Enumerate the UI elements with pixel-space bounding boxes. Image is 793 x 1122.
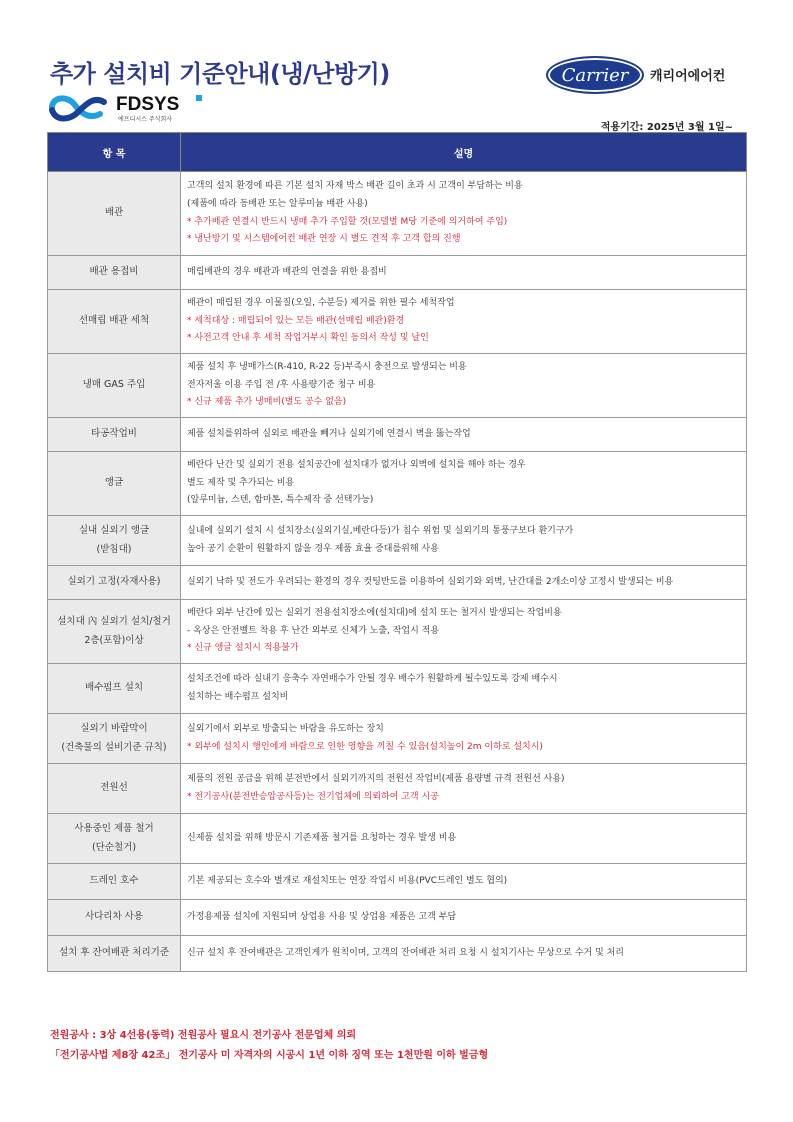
row-item-cell — [48, 452, 181, 516]
row-item-cell — [48, 600, 181, 664]
table-row — [48, 566, 747, 600]
description-note-line: * 세척대상 : 매립되어 있는 모든 배관(선매립 배관)환경 — [187, 315, 405, 326]
row-item-label: 배관 — [104, 207, 124, 219]
row-description-cell — [181, 764, 747, 814]
footer-note: 「전기공사법 제8장 42조」 전기공사 미 자격자의 시공시 1년 이하 징역 또는 1천만원 이하 벌금형 — [50, 1050, 489, 1061]
table-row — [48, 714, 747, 764]
row-description-cell — [181, 354, 747, 418]
row-item-label: 전원선 — [100, 782, 128, 794]
description-line: 베란다 난간 및 실외기 전용 설치공간에 설치대가 없거나 외벽에 설치를 해야 하는 경우 — [187, 460, 526, 471]
description-line: 제품의 전원 공급을 위해 분전반에서 실외기까지의 전원선 작업비(제품 용량별 규격 전원선 사용) — [187, 773, 565, 784]
description-line: 매립배관의 경우 배관과 배관의 연결을 위한 용접비 — [187, 266, 387, 277]
table-row — [48, 864, 747, 900]
row-item-label: 배관 용접비 — [89, 266, 139, 278]
description-note-line: * 사전고객 안내 후 세척 작업거부시 확인 동의서 작성 및 날인 — [187, 333, 429, 344]
row-item-label: 배수펌프 설치 — [84, 682, 144, 694]
row-item-cell — [48, 290, 181, 354]
description-note-line: * 외부에 설치시 행인에게 바람으로 인한 영향을 끼칠 수 있음(설치높이 2m 이하로 설치시) — [187, 741, 543, 752]
table-row — [48, 516, 747, 566]
row-item-cell — [48, 566, 181, 600]
description-line: 베란다 외부 난간에 있는 실외기 전용설치장소에(설치대)에 설치 또는 철거시 발생되는 작업비용 — [187, 608, 562, 619]
description-note-line: * 냉난방기 및 시스템에어컨 배관 연장 시 별도 견적 후 고객 합의 진행 — [187, 234, 461, 245]
table-row — [48, 256, 747, 290]
row-description-cell — [181, 936, 747, 972]
description-line: 설치하는 배수펌프 설치비 — [187, 691, 289, 702]
row-item-cell — [48, 664, 181, 714]
row-description-cell — [181, 900, 747, 936]
table-row — [48, 664, 747, 714]
row-description-cell — [181, 566, 747, 600]
description-line: 실내에 실외기 설치 시 설치장소(실외기실,베란다등)가 침수 위험 및 실외기의 통풍구보다 환기구가 — [187, 525, 574, 536]
row-item-label: (단순철거) — [91, 841, 137, 853]
table-row — [48, 452, 747, 516]
row-description-cell — [181, 290, 747, 354]
carrier-wordmark: Carrier — [546, 56, 644, 94]
description-line: 배관이 매립된 경우 이물질(오일, 수분등) 제거를 위한 필수 세척작업 — [187, 298, 455, 309]
description-line: 신제품 설치를 위해 방문시 기존제품 철거를 요청하는 경우 발생 비용 — [187, 832, 457, 843]
table-header-row — [48, 133, 747, 172]
row-description-cell — [181, 714, 747, 764]
row-item-label: 실내 실외기 앵글 — [78, 525, 150, 537]
description-line: 신규 설치 후 잔여배관은 고객인게가 원칙이며, 고객의 잔여배관 처리 요청 시 설치기사는 무상으로 수거 및 처리 — [187, 947, 625, 958]
row-item-label: 냉매 GAS 주입 — [82, 379, 146, 391]
table-row — [48, 600, 747, 664]
row-item-cell — [48, 814, 181, 864]
effective-period: 적용기간: 2025년 3월 1일~ — [600, 122, 733, 133]
description-line: 제품 설치를위하여 실외로 배관을 빼거나 실외기에 연결시 벽을 뚫는작업 — [187, 428, 471, 439]
row-item-label: (받침대) — [96, 543, 132, 555]
row-description-cell — [181, 452, 747, 516]
table-row — [48, 764, 747, 814]
row-item-cell — [48, 714, 181, 764]
row-item-label: 타공작업비 — [91, 428, 137, 440]
row-item-label: 실외기 고정(자재사용) — [67, 576, 161, 588]
row-description-cell — [181, 516, 747, 566]
footer-note: 전원공사 : 3상 4선용(동력) 전원공사 필요시 전기공사 전문업체 의뢰 — [50, 1030, 357, 1041]
row-description-cell — [181, 864, 747, 900]
description-note-line: * 추가배관 연결시 반드시 냉매 추가 주입할 것(모델별 M당 기준에 의거하여 주입) — [187, 216, 508, 227]
row-item-cell — [48, 418, 181, 452]
row-item-label: 선매립 배관 세척 — [78, 315, 150, 327]
description-line: 전자저울 이용 주입 전 /후 사용량기준 청구 비용 — [187, 379, 376, 390]
row-item-cell — [48, 864, 181, 900]
column-header-description: 설명 — [181, 133, 747, 172]
row-description-cell — [181, 664, 747, 714]
table-row — [48, 354, 747, 418]
table-row — [48, 936, 747, 972]
description-line: - 옥상은 안전벨트 착용 후 난간 외부로 신체가 노출, 작업시 적용 — [187, 625, 440, 636]
description-line: 높아 공기 순환이 원활하지 않을 경우 제품 효율 증대를위해 사용 — [187, 543, 439, 554]
row-description-cell — [181, 814, 747, 864]
description-line: 기본 제공되는 호수와 별개로 재설치또는 연장 작업시 비용(PVC드레인 별도 협의) — [187, 875, 508, 886]
row-item-label: 설치 후 잔여배관 처리기준 — [58, 947, 169, 959]
row-item-cell — [48, 936, 181, 972]
table-row — [48, 814, 747, 864]
row-item-cell — [48, 516, 181, 566]
description-line: (알루미늄, 스텐, 함마톤, 특수제작 중 선택가능) — [187, 495, 374, 506]
row-item-label: 드레인 호수 — [89, 875, 139, 887]
description-line: 고객의 설치 환경에 따른 기본 설치 자재 박스 배관 길이 초과 시 고객이 부담하는 비용 — [187, 181, 523, 192]
table-row — [48, 172, 747, 256]
row-description-cell — [181, 256, 747, 290]
row-item-cell — [48, 256, 181, 290]
row-item-label: 사다리차 사용 — [84, 911, 144, 923]
row-item-label: (건축물의 설비기준 규칙) — [61, 741, 167, 753]
fdsys-wordmark: FDSYS — [116, 94, 180, 115]
description-note-line: * 신규 앵글 설치시 적용불가 — [187, 643, 299, 654]
row-description-cell — [181, 418, 747, 452]
carrier-korean-name: 캐리어에어컨 — [650, 69, 726, 84]
description-note-line: * 전기공사(분전반승압공사등)는 전기업체에 의뢰하여 고객 시공 — [187, 791, 439, 802]
row-item-label: 설치대 內 실외기 설치/철거 — [57, 616, 171, 628]
description-line: 가정용제품 설치에 지원되며 상업용 사용 및 상업용 제품은 고객 부담 — [187, 911, 457, 922]
table-body — [48, 172, 747, 972]
fdsys-subtitle: 에프디시스 주식회사 — [118, 116, 173, 123]
row-item-label: 앵글 — [104, 477, 124, 489]
description-line: 제품 설치 후 냉매가스(R-410, R-22 등)부족시 충전으로 발생되는 비용 — [187, 362, 467, 373]
row-description-cell — [181, 172, 747, 256]
row-description-cell — [181, 600, 747, 664]
page-title: 추가 설치비 기준안내(냉/난방기) — [50, 60, 390, 88]
table-row — [48, 290, 747, 354]
carrier-logo — [546, 56, 726, 94]
description-line: 실외기에서 외부로 방출되는 바람을 유도하는 장치 — [187, 723, 384, 734]
row-item-cell — [48, 764, 181, 814]
row-item-label: 실외기 바람막이 — [80, 723, 148, 735]
description-note-line: * 신규 제품 추가 냉매비(별도 공수 없음) — [187, 397, 347, 408]
row-item-cell — [48, 900, 181, 936]
description-line: 별도 제작 및 추가되는 비용 — [187, 477, 295, 488]
row-item-cell — [48, 354, 181, 418]
description-line: 실외기 낙하 및 전도가 우려되는 환경의 경우 컷팅반도를 이용하여 실외기와 외벽, 난간대를 2개소이상 고정시 발생되는 비용 — [187, 576, 674, 587]
row-item-label: 2층(포함)이상 — [84, 634, 144, 646]
install-cost-table — [47, 132, 747, 972]
column-header-item: 항 목 — [48, 133, 181, 172]
row-item-cell — [48, 172, 181, 256]
description-line: 설치조건에 따라 실내기 응축수 자연배수가 안될 경우 배수가 원활하게 될수있도록 강제 배수시 — [187, 673, 558, 684]
table-row — [48, 418, 747, 452]
table-row — [48, 900, 747, 936]
row-item-label: 사용중인 제품 철거 — [74, 823, 154, 835]
description-line: (제품에 따라 동배관 또는 알루미늄 배관 사용) — [187, 198, 368, 209]
footer-notes — [50, 1026, 488, 1066]
